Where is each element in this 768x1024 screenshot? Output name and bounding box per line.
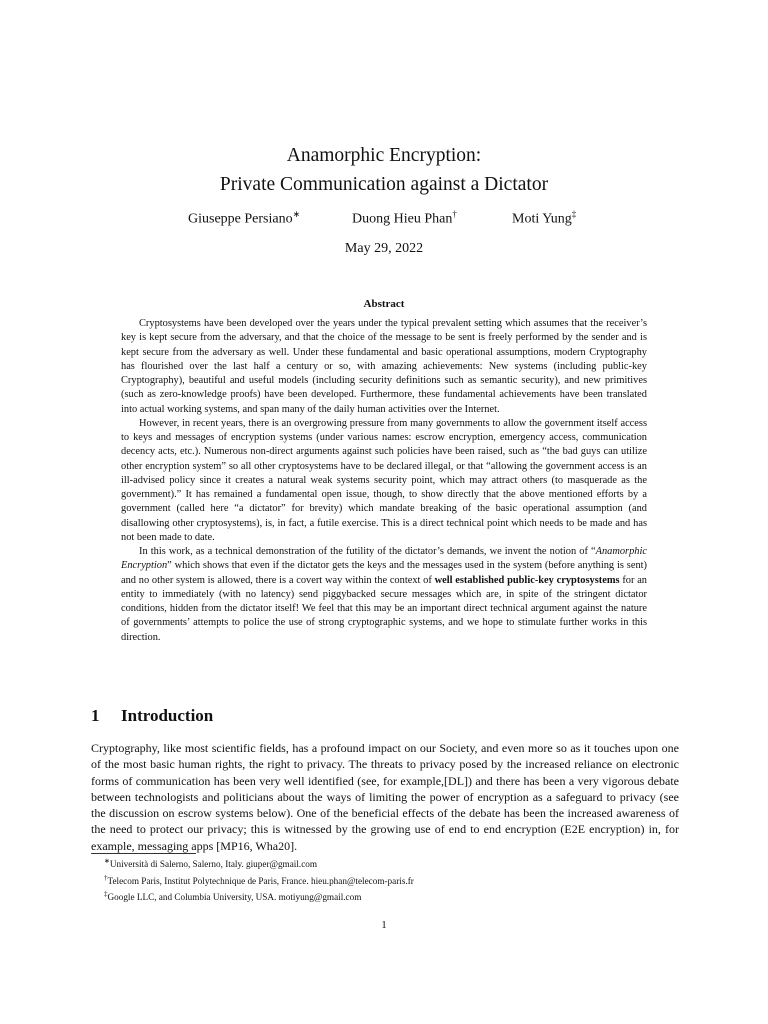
footnote-2: †Telecom Paris, Institut Polytechnique de Paris, France. hieu.phan@telecom-paris.fr (104, 873, 414, 886)
paper-date: May 29, 2022 (344, 241, 424, 256)
title-line-1: Anamorphic Encryption: (286, 145, 482, 166)
section-title: Introduction (121, 706, 214, 725)
section-number: 1 (91, 706, 100, 725)
author-phan: Duong Hieu Phan† (352, 209, 457, 227)
footnote-3: ‡Google LLC, and Columbia University, USA. motiyung@gmail.com (104, 890, 362, 903)
title-line-2: Private Communication against a Dictator (219, 174, 549, 195)
paper-title (0, 141, 768, 199)
section-heading (91, 706, 213, 726)
abstract-body (121, 317, 647, 645)
author-persiano: Giuseppe Persiano∗ (188, 209, 301, 227)
author-yung: Moti Yung‡ (512, 209, 577, 227)
abstract-paragraph-2: However, in recent years, there is an overgrowing pressure from many governments to allow the government itself access to keys and messages of encryption systems (under various names: escrow encryption, emergency access, communication decency acts, etc.). Numerous non-direct arguments against such policies have been raised, such as “the bad guys can utilize other encryption system” so all other cryptosystems have to be declared illegal, or that “allowing the government access is an ill-advised policy since it creates a natural weak systems security point, which may attract others (to masquerade as the government).” It has remained a fundamental open issue, though, to show directly that the above mentioned efforts by a government (called here “a dictator” for brevity) which mandate breaking of the basic operational assumption (and disallowing other cryptosystems), is, in fact, a futile exercise. This is a direct technical point which needs to be made and has not been made to date. (121, 417, 647, 543)
abstract-paragraph-1: Cryptosystems have been developed over the years under the typical prevalent setting which assumes that the receiver’s key is kept secure from the adversary, and that the choice of the message to be sent is freely performed by the sender and is kept secure from the adversary as well. Under these fundamental and basic operational assumptions, modern Cryptography has flourished over the last half a century or so, with amazing achievements: New systems (including public-key Cryptography), beautiful and useful models (including security definitions such as semantic security), and new primitives (such as zero-knowledge proofs) have been developed. Furthermore, these fundamental achievements have been translated into actual working systems, and span many of the daily human activities over the Internet. (121, 318, 647, 415)
page-number: 1 (381, 919, 387, 931)
footnote-rule (91, 853, 196, 854)
footnotes (104, 855, 664, 905)
abstract-heading: Abstract (363, 298, 405, 310)
introduction-paragraph: Cryptography, like most scientific fields, has a profound impact on our Society, and even more so as it touches upon one of the most basic human rights, the right to privacy. The threats to privacy posed by the increased reliance on electronic forms of communication has been very well identified (see, for example,[DL]) and there has been a very vigorous debate between technologists and politicians about the ways of limiting the power of encryption as a safeguard to privacy (see the discussion on escrow systems below). One of the beneficial effects of the debate has been the increased awareness of the need to protect our privacy; this is witnessed by the growing use of end to end encryption (E2E encryption) in, for example, messaging apps [MP16, Wha20]. (91, 741, 679, 853)
abstract-paragraph-3: In this work, as a technical demonstration of the futility of the dictator’s demands, we invent the notion of “Anamorphic Encryption” which shows that even if the dictator gets the keys and the messages used in the system (before anything is sent) and no other system is allowed, there is a covert way within the context of well established public-key cryptosystems for an entity to immediately (with no latency) send piggybacked secure messages which are, in spite of the stringent dictator conditions, hidden from the dictator itself! We feel that this may be an important direct technical argument against the nature of governments’ attempts to police the use of strong cryptographic systems, and we hope to stimulate further works in this direction. (121, 546, 648, 643)
footnote-1: ∗Università di Salerno, Salerno, Italy. giuper@gmail.com (104, 857, 318, 870)
